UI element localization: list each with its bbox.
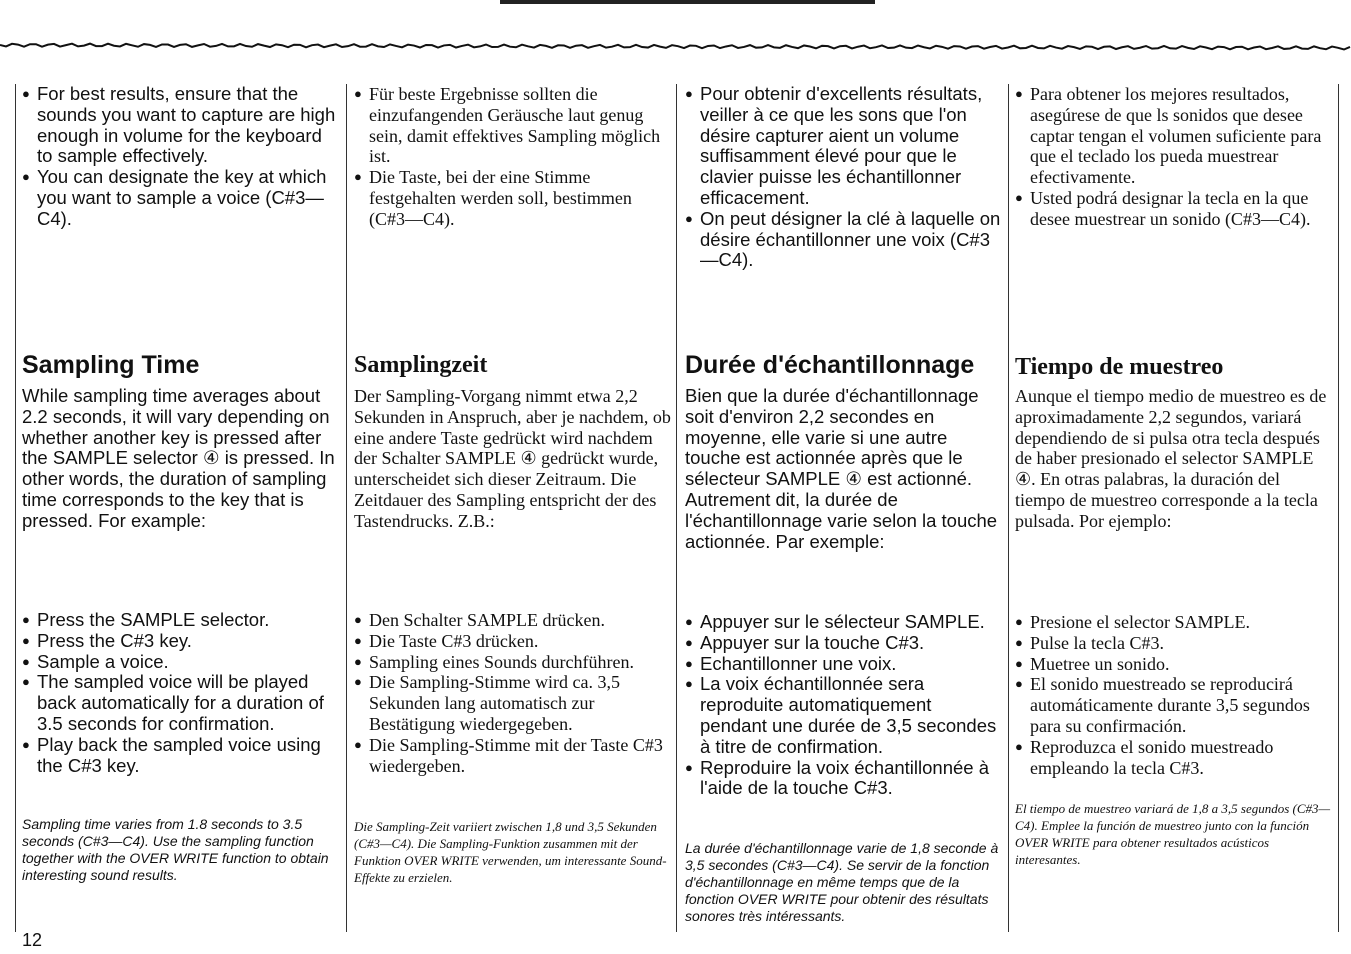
intro-item: ● Die Taste, bei der eine Stimme festgehalten werden soll, bestimmen (C#3—C4).: [354, 167, 672, 229]
step-item: ● El sonido muestreado se reproducirá automáticamente durante 3,5 segundos para su confirmación.: [1015, 674, 1333, 736]
italic-note: La durée d'échantillonnage varie de 1,8 seconde à 3,5 secondes (C#3—C4). Se servir de la fonction d'échantillonnage en même temps que de la fonction OVER WRITE pour obtenir des résultats sonores très intéressants.: [685, 840, 999, 924]
column-divider-3: [1008, 84, 1009, 932]
step-item: ● Sample a voice.: [22, 652, 340, 673]
step-item: ● Press the C#3 key.: [22, 631, 340, 652]
column-divider-left: [15, 84, 16, 932]
step-item: ● Appuyer sur le sélecteur SAMPLE.: [685, 612, 1003, 633]
section-heading: Samplingzeit: [354, 352, 488, 378]
steps-list: [1015, 612, 1333, 778]
section-body: Bien que la durée d'échantillonnage soit d'environ 2,2 secondes en moyenne, elle varie si une autre touche est actionnée après que le sélecteur SAMPLE ④ est actionné. Autrement dit, la durée de l'échantillonnage varie selon la touche actionnée. Par exemple:: [685, 385, 998, 552]
intro-item: ● On peut désigner la clé à laquelle on désire échantillonner une voix (C#3—C4).: [685, 209, 1003, 271]
step-item: ● Pulse la tecla C#3.: [1015, 633, 1333, 654]
step-item: ● Reproduire la voix échantillonnée à l'aide de la touche C#3.: [685, 758, 1003, 800]
intro-item: ● Für beste Ergebnisse sollten die einzufangenden Geräusche laut genug sein, damit effektives Sampling möglich ist.: [354, 84, 672, 167]
step-item: ● Die Sampling-Stimme wird ca. 3,5 Sekunden lang automatisch zur Bestätigung wiedergegeben.: [354, 672, 672, 734]
step-item: ● The sampled voice will be played back automatically for a duration of 3.5 seconds for confirmation.: [22, 672, 340, 734]
section-heading: Tiempo de muestreo: [1015, 354, 1224, 380]
section-heading: Durée d'échantillonnage: [685, 351, 975, 379]
step-item: ● Sampling eines Sounds durchführen.: [354, 652, 672, 673]
column-divider-right: [1338, 84, 1339, 932]
section-body: Der Sampling-Vorgang nimmt etwa 2,2 Sekunden in Anspruch, aber je nachdem, ob eine andere Taste gedrückt wird nachdem der Schalter SAMPLE ④ gedrückt wurde, unterscheidet sich dieser Zeitraum. Die Zeitdauer des Sampling entspricht der des Tastendrucks. Z.B.:: [354, 386, 671, 531]
step-item: ● Die Sampling-Stimme mit der Taste C#3 wiedergeben.: [354, 735, 672, 777]
intro-item: ● For best results, ensure that the sounds you want to capture are high enough in volume for the keyboard to sample effectively.: [22, 84, 340, 167]
section-body: Aunque el tiempo medio de muestreo es de aproximadamente 2,2 segundos, variará dependiendo de si pulsa otra tecla después de haber presionado el selector SAMPLE ④. En otras palabras, la duración del tiempo de muestreo corresponde a la tecla pulsada. Por ejemplo:: [1015, 386, 1327, 531]
column-divider-2: [676, 84, 677, 932]
steps-list: [22, 610, 340, 776]
step-item: ● Play back the sampled voice using the C#3 key.: [22, 735, 340, 777]
intro-list: [685, 84, 1003, 271]
intro-list: [1015, 84, 1333, 230]
step-item: ● Die Taste C#3 drücken.: [354, 631, 672, 652]
steps-list: [685, 612, 1003, 799]
step-item: ● Press the SAMPLE selector.: [22, 610, 340, 631]
section-heading: Sampling Time: [22, 351, 200, 379]
steps-list: [354, 610, 672, 776]
step-item: ● Echantillonner une voix.: [685, 654, 1003, 675]
step-item: ● Reproduzca el sonido muestreado empleando la tecla C#3.: [1015, 737, 1333, 779]
intro-list: [354, 84, 672, 230]
column-divider-1: [346, 84, 347, 932]
italic-note: El tiempo de muestreo variará de 1,8 a 3,5 segundos (C#3—C4). Emplee la función de muestreo junto con la función OVER WRITE para obtener resultados acústicos interesantes.: [1015, 801, 1331, 867]
intro-item: ● Pour obtenir d'excellents résultats, veiller à ce que les sons que l'on désire capturer aient un volume suffisamment élevé pour que le clavier puisse les échantillonner efficacement.: [685, 84, 1003, 209]
italic-note: Die Sampling-Zeit variiert zwischen 1,8 und 3,5 Sekunden (C#3—C4). Die Sampling-Funktion zusammen mit der Funktion OVER WRITE verwenden, um interessante Sound-Effekte zu erzielen.: [354, 819, 667, 885]
intro-item: ● You can designate the key at which you want to sample a voice (C#3—C4).: [22, 167, 340, 229]
step-item: ● La voix échantillonnée sera reproduite automatiquement pendant une durée de 3,5 secondes à titre de confirmation.: [685, 674, 1003, 757]
page-number: 12: [22, 930, 43, 950]
italic-note: Sampling time varies from 1.8 seconds to 3.5 seconds (C#3—C4). Use the sampling function together with the OVER WRITE function to obtain interesting sound results.: [22, 816, 329, 883]
intro-item: ● Para obtener los mejores resultados, asegúrese de que ls sonidos que desee captar tengan el volumen suficiente para que el teclado los pueda muestrear efectivamente.: [1015, 84, 1333, 188]
step-item: ● Den Schalter SAMPLE drücken.: [354, 610, 672, 631]
intro-item: ● Usted podrá designar la tecla en la que desee muestrear un sonido (C#3—C4).: [1015, 188, 1333, 230]
step-item: ● Muetree un sonido.: [1015, 654, 1333, 675]
section-body: While sampling time averages about 2.2 seconds, it will vary depending on whether another key is pressed after the SAMPLE selector ④ is pressed. In other words, the duration of sampling time corresponds to the key that is pressed. For example:: [22, 385, 335, 531]
step-item: ● Presione el selector SAMPLE.: [1015, 612, 1333, 633]
top-wavy-border: [0, 0, 1351, 60]
intro-list: [22, 84, 340, 230]
step-item: ● Appuyer sur la touche C#3.: [685, 633, 1003, 654]
